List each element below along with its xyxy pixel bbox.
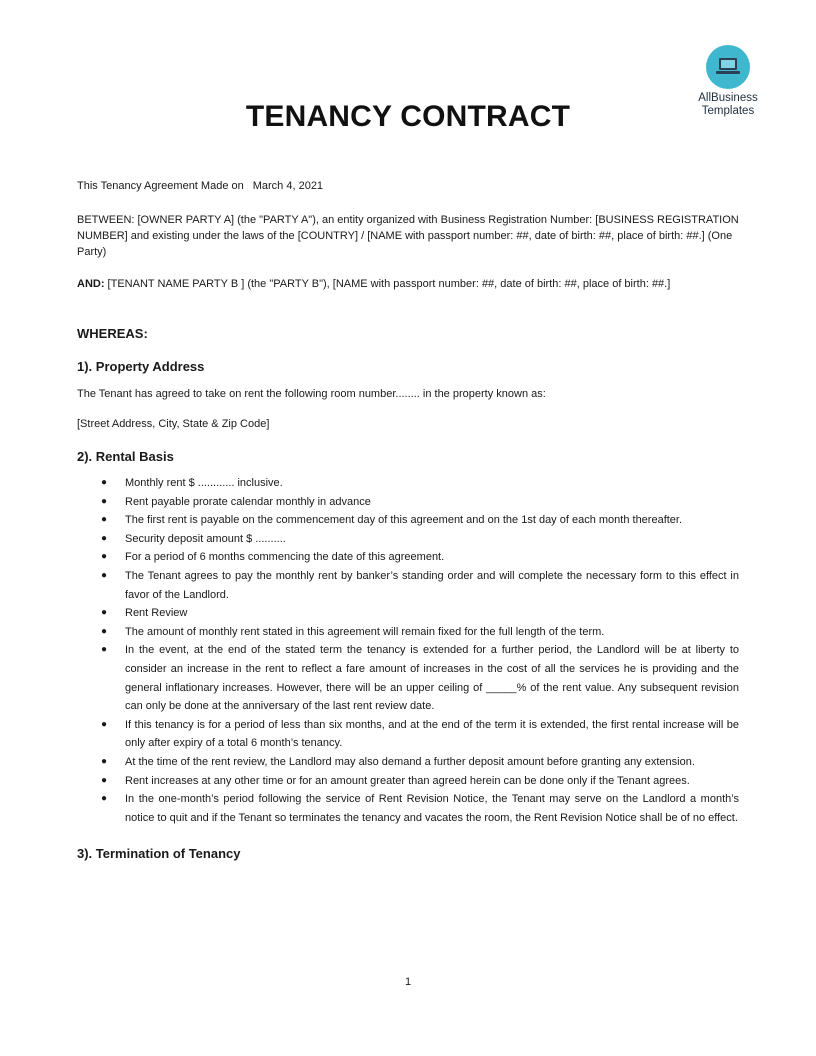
bullet-icon: ● <box>101 793 108 805</box>
list-item <box>77 623 739 642</box>
list-item <box>77 530 739 549</box>
logo-line-1: AllBusiness <box>698 92 758 104</box>
document-body <box>77 178 739 873</box>
bullet-icon: ● <box>101 755 108 767</box>
bullet-icon: ● <box>101 495 108 507</box>
agreement-date-line <box>77 178 739 194</box>
section-heading-termination: 3). Termination of Tenancy <box>77 846 241 862</box>
bullet-icon: ● <box>101 532 108 544</box>
whereas-heading: WHEREAS: <box>77 326 148 341</box>
section-heading-property: 1). Property Address <box>77 359 205 374</box>
list-item <box>77 511 739 530</box>
list-item-text: The Tenant agrees to pay the monthly rent by banker’s standing order and will complete the necessary form to this effect in favor of the Landlord. <box>125 569 739 601</box>
list-item-text: The first rent is payable on the commencement day of this agreement and on the 1st day of each month thereafter. <box>125 514 683 527</box>
between-paragraph: BETWEEN: [OWNER PARTY A] (the "PARTY A"), an entity organized with Business Registration Number: [BUSINESS REGISTRATION NUMBER] and existing under the laws of the [COUNTRY] / [NAME with passport number: ##, date of birth: ##, place of birth: ##.] (One Party) <box>77 214 739 258</box>
list-item-text: At the time of the rent review, the Landlord may also demand a further deposit amount before granting any extension. <box>125 755 695 768</box>
bullet-icon: ● <box>101 644 108 656</box>
agreement-date-label: This Tenancy Agreement Made on <box>77 180 244 192</box>
list-item-text: In the event, at the end of the stated term the tenancy is extended for a further period, the Landlord will be at liberty to consider an increase in the rent to reflect a fare amount of increases in the cost of all the services he is providing and the general inflationary increases. However, there will be an upper ceiling of _____% of the rent value. Any subsequent revision can only be done at the anniversary of the last rent review date. <box>125 644 739 713</box>
list-item <box>77 604 739 623</box>
and-text: [TENANT NAME PARTY B ] (the "PARTY B"), [NAME with passport number: ##, date of birth: ##, place of birth: ##.] <box>104 278 671 290</box>
list-item <box>77 753 739 772</box>
list-item-text: For a period of 6 months commencing the date of this agreement. <box>125 551 445 564</box>
and-label: AND: <box>77 278 105 290</box>
agreement-date: March 4, 2021 <box>252 180 324 192</box>
list-item-text: Rent Review <box>125 607 188 620</box>
list-item <box>77 772 739 791</box>
list-item <box>77 641 739 715</box>
bullet-icon: ● <box>101 514 108 526</box>
page-number: 1 <box>404 976 412 988</box>
bullet-icon: ● <box>101 477 108 488</box>
bullet-icon: ● <box>101 625 108 637</box>
list-item <box>77 493 739 512</box>
rental-basis-list <box>77 474 739 827</box>
list-item-text: Rent payable prorate calendar monthly in advance <box>125 495 371 508</box>
list-item-text: In the one-month’s period following the service of Rent Revision Notice, the Tenant may serve on the Landlord a month’s notice to quit and if the Tenant so terminates the tenancy and vacates the room, the Rent Revision Notice shall be of no effect. <box>125 793 739 824</box>
list-item-text: Monthly rent $ ............ inclusive. <box>125 477 283 489</box>
list-item-text: Rent increases at any other time or for an amount greater than agreed herein can be done only if the Tenant agrees. <box>125 774 690 787</box>
list-item <box>77 567 739 604</box>
bullet-icon: ● <box>101 718 108 730</box>
and-paragraph <box>77 276 739 292</box>
list-item <box>77 474 739 493</box>
laptop-icon <box>706 45 750 89</box>
bullet-icon: ● <box>101 607 108 619</box>
document-title: TENANCY CONTRACT <box>245 100 571 133</box>
section-heading-rental: 2). Rental Basis <box>77 449 174 464</box>
list-item <box>77 548 739 567</box>
bullet-icon: ● <box>101 551 108 563</box>
list-item-text: If this tenancy is for a period of less than six months, and at the end of the term it is extended, the first rental increase will be only after expiry of a total 6 month’s tenancy. <box>125 718 739 750</box>
bullet-icon: ● <box>101 569 108 581</box>
list-item <box>77 790 739 827</box>
bullet-icon: ● <box>101 774 108 786</box>
logo-line-2: Templates <box>701 105 755 117</box>
property-paragraph: The Tenant has agreed to take on rent the following room number........ in the property known as: <box>77 388 546 400</box>
property-address: [Street Address, City, State & Zip Code] <box>77 418 270 430</box>
list-item <box>77 716 739 753</box>
list-item-text: The amount of monthly rent stated in this agreement will remain fixed for the full length of the term. <box>125 625 605 638</box>
list-item-text: Security deposit amount $ .......... <box>125 532 286 545</box>
